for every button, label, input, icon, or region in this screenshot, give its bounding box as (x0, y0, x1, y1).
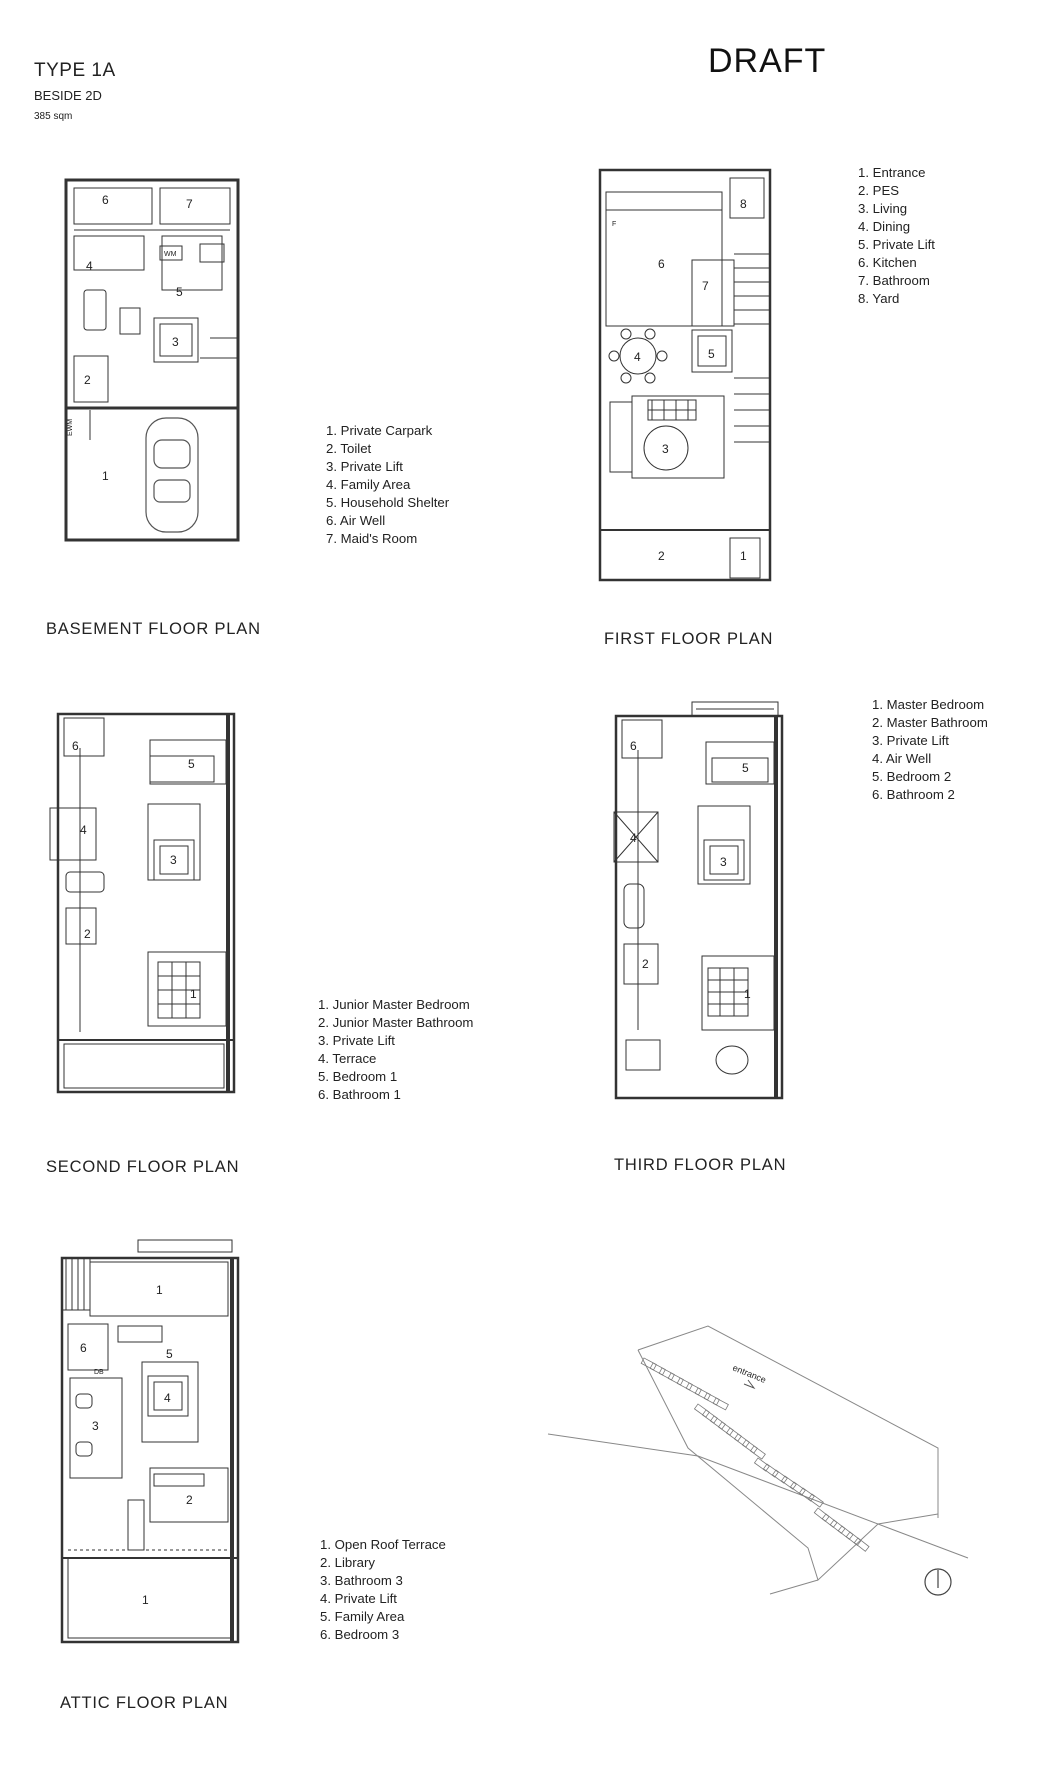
unit-type: TYPE 1A (34, 60, 116, 81)
legend-item: 5. Bedroom 2 (872, 769, 952, 784)
attic-title: ATTIC FLOOR PLAN (60, 1694, 229, 1712)
bsmt-label-ewm: EWM (67, 418, 74, 436)
site-unit (854, 1538, 869, 1551)
tf-label-2: 2 (642, 957, 649, 971)
basement-legend (326, 422, 449, 548)
ff-label-5: 5 (708, 347, 715, 361)
bsmt-label-1: 1 (102, 469, 109, 483)
third-floor-plan (612, 700, 792, 1102)
unit-beside: BESIDE 2D (34, 88, 102, 103)
at-label-1b: 1 (142, 1593, 149, 1607)
legend-item: 7. Bathroom (858, 273, 930, 288)
legend-item: 4. Terrace (318, 1051, 377, 1066)
basement-title: BASEMENT FLOOR PLAN (46, 620, 261, 638)
legend-item: 4. Dining (858, 219, 911, 234)
legend-item: 2. Master Bathroom (872, 715, 988, 730)
first-title: FIRST FLOOR PLAN (604, 630, 774, 648)
sf-label-5: 5 (188, 757, 195, 771)
second-floor-plan (50, 712, 242, 1096)
bsmt-label-6: 6 (102, 193, 109, 207)
legend-item: 3. Private Lift (318, 1033, 395, 1048)
at-label-3: 3 (92, 1419, 99, 1433)
bsmt-label-2: 2 (84, 373, 91, 387)
legend-item: 5. Family Area (320, 1609, 405, 1624)
attic-legend (320, 1536, 446, 1644)
car-icon (146, 418, 198, 532)
at-label-1a: 1 (156, 1283, 163, 1297)
second-title: SECOND FLOOR PLAN (46, 1158, 240, 1176)
legend-item: 2. Junior Master Bathroom (318, 1015, 474, 1030)
bsmt-label-wm: WM (164, 251, 177, 258)
at-label-2: 2 (186, 1493, 193, 1507)
legend-item: 5. Private Lift (858, 237, 935, 252)
legend-item: 2. Library (320, 1555, 375, 1570)
attic-floor-plan (58, 1238, 248, 1646)
legend-item: 4. Family Area (326, 477, 411, 492)
legend-item: 4. Private Lift (320, 1591, 397, 1606)
ff-label-1: 1 (740, 549, 747, 563)
at-label-5: 5 (166, 1347, 173, 1361)
tf-label-1: 1 (744, 987, 751, 1001)
tf-label-5: 5 (742, 761, 749, 775)
legend-item: 1. Entrance (858, 165, 926, 180)
first-floor-plan (598, 168, 778, 584)
site-units (641, 1358, 869, 1551)
legend-item: 1. Master Bedroom (872, 697, 985, 712)
legend-item: 5. Household Shelter (326, 495, 450, 510)
legend-item: 1. Junior Master Bedroom (318, 997, 470, 1012)
legend-item: 2. Toilet (326, 441, 372, 456)
third-legend (872, 696, 988, 804)
second-legend (318, 996, 473, 1104)
legend-item: 5. Bedroom 1 (318, 1069, 398, 1084)
basement-floor-plan (60, 178, 250, 548)
draft-stamp: DRAFT (708, 42, 827, 80)
legend-item: 6. Bathroom 2 (872, 787, 955, 802)
legend-item: 3. Private Lift (872, 733, 949, 748)
legend-item: 6. Bathroom 1 (318, 1087, 401, 1102)
tf-label-3: 3 (720, 855, 727, 869)
legend-item: 7. Maid's Room (326, 531, 418, 546)
legend-item: 1. Private Carpark (326, 423, 433, 438)
ff-label-7: 7 (702, 279, 709, 293)
tf-label-6: 6 (630, 739, 637, 753)
tf-label-4: 4 (630, 831, 637, 845)
legend-item: 6. Kitchen (858, 255, 917, 270)
sf-label-3: 3 (170, 853, 177, 867)
sf-label-2: 2 (84, 927, 91, 941)
legend-item: 4. Air Well (872, 751, 932, 766)
bsmt-label-3: 3 (172, 335, 179, 349)
bsmt-label-7: 7 (186, 197, 193, 211)
legend-item: 6. Air Well (326, 513, 386, 528)
site-entrance-label: entrance (731, 1362, 768, 1385)
legend-item: 3. Private Lift (326, 459, 403, 474)
first-legend (858, 164, 935, 308)
legend-item: 8. Yard (858, 291, 900, 306)
ff-label-2: 2 (658, 549, 665, 563)
legend-item: 6. Bedroom 3 (320, 1627, 400, 1642)
sf-label-4: 4 (80, 823, 87, 837)
ff-label-4: 4 (634, 350, 641, 364)
at-label-4: 4 (164, 1391, 171, 1405)
legend-item: 1. Open Roof Terrace (320, 1537, 446, 1552)
bsmt-label-5: 5 (176, 285, 183, 299)
at-label-6: 6 (80, 1341, 87, 1355)
unit-area: 385 sqm (34, 111, 73, 122)
north-arrow-icon (925, 1569, 951, 1595)
ff-label-3: 3 (662, 442, 669, 456)
sf-label-1: 1 (190, 987, 197, 1001)
legend-item: 3. Bathroom 3 (320, 1573, 403, 1588)
ff-label-8: 8 (740, 197, 747, 211)
ff-label-6: 6 (658, 257, 665, 271)
entrance-arrow-icon (744, 1380, 754, 1388)
ff-label-f: F (612, 221, 617, 228)
site-unit (750, 1446, 765, 1459)
third-title: THIRD FLOOR PLAN (614, 1156, 787, 1174)
legend-item: 3. Living (858, 201, 908, 216)
sf-label-6: 6 (72, 739, 79, 753)
at-label-db: DB (94, 1369, 104, 1376)
legend-item: 2. PES (858, 183, 900, 198)
site-plan (548, 1318, 978, 1618)
bsmt-label-4: 4 (86, 259, 93, 273)
